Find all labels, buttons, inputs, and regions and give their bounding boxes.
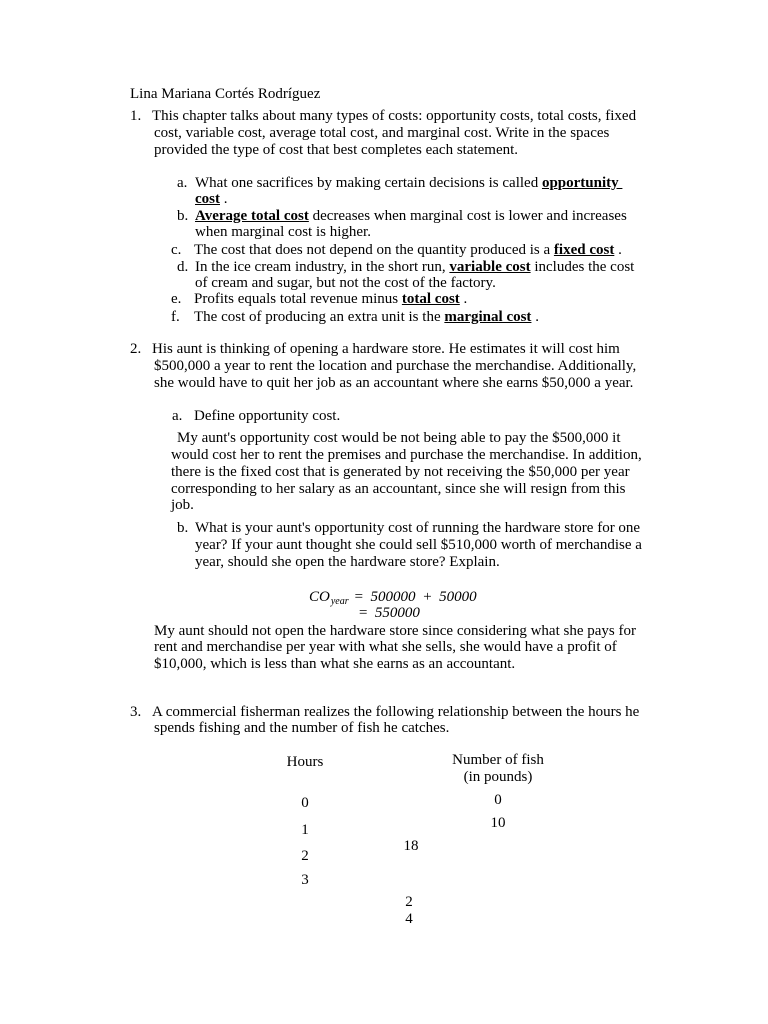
- statement-line: [195, 191, 228, 208]
- statement-text: decreases when marginal cost is lower and increases: [308, 208, 627, 224]
- answer-text-line: corresponding to her salary as an accountant, since she will resign from this: [171, 481, 626, 497]
- hours-cell: 2: [301, 848, 309, 864]
- statement-letter: d.: [177, 259, 189, 275]
- statement-letter: f.: [171, 309, 180, 325]
- hours-cell: 1: [301, 822, 309, 838]
- table-cell: 2: [405, 894, 413, 910]
- statement-line: of cream and sugar, but not the cost of the factory.: [195, 275, 496, 291]
- statement-text: What one sacrifices by making certain decisions is called: [195, 175, 542, 191]
- part-prompt-line: year? If your aunt thought she could sell $510,000 worth of merchandise a: [195, 537, 642, 553]
- answer-blank: marginal cost: [444, 309, 532, 325]
- statement-line: [194, 309, 539, 326]
- answer-text-line: would cost her to rent the premises and purchase the merchandise. In addition,: [171, 447, 642, 463]
- statement-text: The cost of producing an extra unit is the: [194, 309, 445, 325]
- fish-header: Number of fish: [452, 752, 544, 768]
- fish-header-unit: (in pounds): [463, 769, 533, 785]
- statement-line: when marginal cost is higher.: [195, 224, 371, 240]
- part-letter: b.: [177, 520, 189, 536]
- hours-header: Hours: [286, 754, 324, 770]
- equation-subscript: year: [330, 596, 349, 607]
- statement-line: [195, 208, 627, 225]
- question-1-text-line: This chapter talks about many types of costs: opportunity costs, total costs, fixed: [152, 108, 637, 124]
- statement-text: Profits equals total revenue minus: [194, 291, 402, 307]
- answer-text-line: My aunt should not open the hardware store since considering what she pays for: [154, 623, 636, 639]
- answer-text-line: $10,000, which is less than what she earns as an accountant.: [154, 656, 516, 672]
- statement-letter: e.: [171, 291, 182, 307]
- question-3-number: 3.: [130, 704, 142, 720]
- statement-line: [195, 175, 622, 192]
- answer-blank: cost: [195, 191, 220, 207]
- statement-text: .: [459, 291, 468, 307]
- statement-letter: b.: [177, 208, 189, 224]
- question-2-text-line: $500,000 a year to rent the location and purchase the merchandise. Additionally,: [154, 358, 637, 374]
- fish-cell: 10: [490, 815, 506, 831]
- answer-text-line: My aunt's opportunity cost would be not being able to pay the $500,000 it: [177, 430, 621, 446]
- statement-text: In the ice cream industry, in the short run,: [195, 259, 450, 275]
- answer-blank: Average total cost: [195, 208, 309, 224]
- question-1-text-line: provided the type of cost that best completes each statement.: [154, 142, 519, 158]
- table-cell: 4: [405, 911, 413, 927]
- answer-text-line: job.: [171, 497, 194, 513]
- answer-blank: fixed cost: [553, 242, 615, 258]
- statement-letter: a.: [177, 175, 188, 191]
- question-2-text-line: His aunt is thinking of opening a hardware store. He estimates it will cost him: [152, 341, 620, 357]
- hours-cell: 3: [301, 872, 309, 888]
- equation-symbol: CO: [309, 589, 330, 605]
- part-prompt-line: year, should she open the hardware store? Explain.: [195, 554, 500, 570]
- statement-line: [195, 259, 634, 276]
- part-prompt-line: What is your aunt's opportunity cost of running the hardware store for one: [195, 520, 641, 536]
- question-2-number: 2.: [130, 341, 142, 357]
- question-1-text-line: cost, variable cost, average total cost, and marginal cost. Write in the spaces: [154, 125, 610, 141]
- question-3-text-line: A commercial fisherman realizes the following relationship between the hours he: [152, 704, 640, 720]
- answer-text-line: rent and merchandise per year with what she sells, she would have a profit of: [154, 639, 617, 655]
- statement-text: The cost that does not depend on the quantity produced is a: [194, 242, 554, 258]
- answer-blank: variable cost: [449, 259, 531, 275]
- statement-letter: c.: [171, 242, 182, 258]
- hours-cell: 0: [301, 795, 309, 811]
- answer-blank: opportunity: [541, 175, 623, 191]
- table-cell: 18: [403, 838, 419, 854]
- statement-line: [194, 291, 467, 308]
- question-2-text-line: she would have to quit her job as an accountant where she earns $50,000 a year.: [154, 375, 634, 391]
- equation-line: [309, 589, 477, 606]
- answer-text-line: there is the fixed cost that is generated by not receiving the $50,000 per year: [171, 464, 630, 480]
- part-prompt: Define opportunity cost.: [194, 408, 341, 424]
- question-1-number: 1.: [130, 108, 142, 124]
- author-name: Lina Mariana Cortés Rodríguez: [130, 86, 321, 102]
- equation-expression: = 500000 + 50000: [353, 589, 477, 605]
- answer-blank: total cost: [401, 291, 460, 307]
- statement-text: .: [614, 242, 622, 258]
- statement-text: .: [531, 309, 539, 325]
- question-3-text-line: spends fishing and the number of fish he catches.: [154, 720, 450, 736]
- fish-cell: 0: [494, 792, 502, 808]
- statement-text: .: [220, 191, 228, 207]
- statement-line: [194, 242, 622, 259]
- statement-text: includes the cost: [530, 259, 635, 275]
- part-letter: a.: [172, 408, 183, 424]
- equation-result: = 550000: [358, 605, 420, 621]
